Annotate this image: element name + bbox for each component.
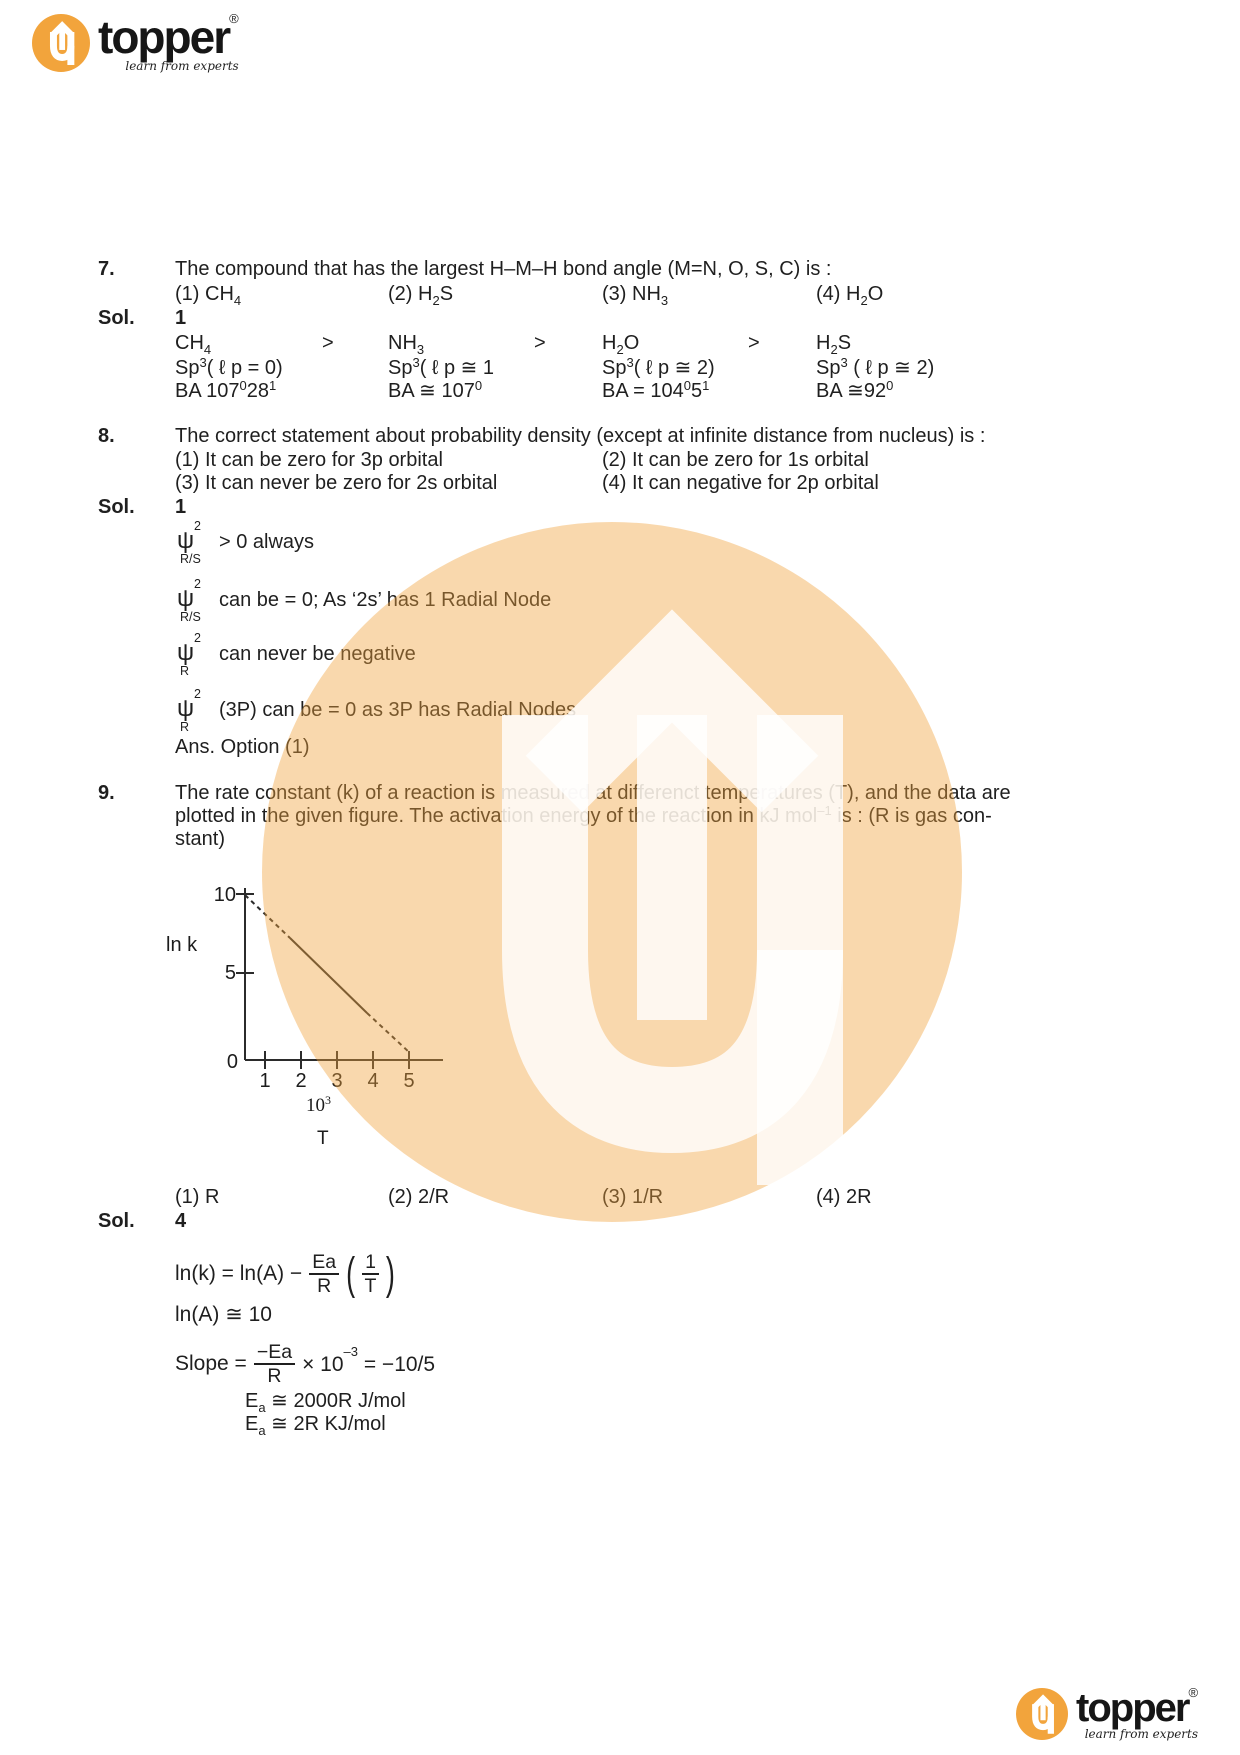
x-axis-label-denominator: T (317, 1128, 329, 1149)
q7-cmp-1: $CH_4$ (175, 332, 212, 357)
q7-hyb-4: Sp$^3$ ( ℓ p ≅ 2) (816, 355, 935, 379)
q8-option-2: (2) It can be zero for 1s orbital (602, 449, 869, 471)
q7-answer: 1 (175, 307, 187, 329)
x-tick-label-3: 3 (331, 1070, 343, 1092)
q7-cmp-4: $H_2S$ (816, 332, 852, 357)
q9-eq-Ea-joule: $E_a$ ≅ 2000R J/mol (245, 1390, 406, 1415)
q8-option-1: (1) It can be zero for 3p orbital (175, 449, 443, 471)
q8-psi-line-1 (175, 518, 314, 566)
origin-label: 0 (226, 1051, 238, 1073)
q8-option-4: (4) It can negative for 2p orbital (602, 472, 879, 494)
data-line-dashed-start (245, 895, 290, 938)
q7-option-2: (2) $H_2S$ (388, 283, 454, 308)
x-tick-label-2: 2 (295, 1070, 307, 1092)
close-paren: ) (385, 1248, 395, 1298)
q7-option-3: (3) $NH_3$ (602, 283, 669, 308)
q7-number: 7. (98, 258, 115, 280)
x-tick-label-4: 4 (367, 1070, 379, 1092)
y-tick-label-10: 10 (213, 884, 236, 906)
y-tick-label-5: 5 (224, 962, 236, 984)
registered-mark: ® (229, 11, 239, 26)
q9-number: 9. (98, 782, 115, 804)
brand-name: topper (98, 11, 230, 63)
gt-sign: > (748, 332, 760, 354)
psi-line-text: > 0 always (219, 530, 315, 553)
q8-answer: 1 (175, 496, 187, 518)
q8-psi-line-3 (175, 630, 416, 678)
open-paren: ( (346, 1248, 356, 1298)
brand-tagline: learn from experts (1084, 1727, 1199, 1741)
q9-answer: 4 (175, 1210, 187, 1232)
psi-line-text: can never be negative (219, 642, 416, 665)
q8-stem: The correct statement about probability density (except at infinite distance from nucleus) is : (175, 425, 986, 447)
q7-sol-label: Sol. (98, 307, 135, 329)
q7-hyb-3: Sp$^3$( ℓ p ≅ 2) (602, 355, 715, 379)
x-tick-label-1: 1 (259, 1070, 271, 1092)
data-line-solid (290, 938, 367, 1013)
q8-psi-line-2 (175, 576, 551, 624)
brand-tagline: learn from experts (125, 59, 239, 73)
q8-number: 8. (98, 425, 115, 447)
psi-squared-symbol: ψ 2 R (177, 631, 201, 678)
q7-hyb-1: Sp$^3$( ℓ p = 0) (175, 355, 283, 379)
x-tick-label-5: 5 (403, 1070, 415, 1092)
gt-sign: > (322, 332, 334, 354)
psi-squared-symbol: ψ 2 R/S (177, 519, 201, 566)
watermark-u-arrow-glyph (545, 666, 800, 1185)
psi-squared-symbol: ψ 2 R/S (177, 577, 201, 624)
q9-option-1: (1) R (175, 1186, 220, 1208)
eq3-fraction-negEa-R: $\frac{-Ea}{R}$ (254, 1341, 295, 1388)
utopper-logo-footer (1016, 1685, 1199, 1745)
data-line-dashed-end (367, 1013, 410, 1053)
eq3-mid: × $10^{-3} = -10/5$ (302, 1344, 436, 1376)
q9-option-3: (3) 1/R (602, 1186, 664, 1208)
q9-eq-Ea-kilojoule: $E_a$ ≅ 2R KJ/mol (245, 1413, 386, 1438)
q9-option-4: (4) 2R (816, 1186, 872, 1208)
q9-eq-slope (175, 1336, 435, 1392)
q8-answer-note: Ans. Option (1) (175, 736, 310, 758)
psi-line-text: can be = 0; As ‘2s’ has 1 Radial Node (219, 588, 552, 611)
gt-sign: > (534, 332, 546, 354)
q9-sol-label: Sol. (98, 1210, 135, 1232)
q9-option-2: (2) 2/R (388, 1186, 450, 1208)
eq3-lhs: Slope = (175, 1352, 247, 1375)
eq1-fraction-Ea-R: $\frac{Ea}{R}$ (309, 1251, 339, 1298)
q7-option-1: (1) $CH_4$ (175, 283, 242, 308)
psi-line-text: (3P) can be = 0 as 3P has Radial Nodes (219, 698, 577, 721)
registered-mark: ® (1188, 1685, 1199, 1700)
utopper-logo-icon (1016, 1688, 1068, 1745)
q7-option-4: (4) $H_2O$ (816, 283, 884, 308)
eq1-fraction-1-T: $\frac{1}{T}$ (362, 1251, 379, 1298)
q9-eq-lnA: ln(A) ≅ 10 (175, 1303, 272, 1326)
utopper-logo-icon (32, 14, 90, 77)
q7-cmp-3: $H_2O$ (602, 332, 640, 357)
brand-name: topper (1076, 1686, 1189, 1730)
x-axis-label-numerator: $10^3$ (306, 1093, 331, 1116)
q9-stem-line1: The rate constant (k) of a reaction is measured at differenct temperatures (T), and the data are (175, 782, 1011, 804)
q9-stem-line3: stant) (175, 828, 226, 850)
q7-ba-3: BA = $104^05^1$ (602, 378, 710, 402)
eq1-lhs: ln(k) = ln(A) − (175, 1262, 303, 1285)
q7-ba-2: BA ≅ $107^0$ (388, 378, 483, 402)
q7-ba-4: BA $≅92^0$ (816, 378, 894, 402)
q7-cmp-2: $NH_3$ (388, 332, 425, 357)
q8-option-3: (3) It can never be zero for 2s orbital (175, 472, 498, 494)
q9-stem-line2: plotted in the given figure. The activation energy of the reaction in kJ mol$^{-1}$ is : (R is gas con- (175, 803, 992, 827)
q9-eq-arrhenius (175, 1246, 395, 1302)
q7-ba-1: BA $107^028^1$ (175, 378, 277, 402)
psi-squared-symbol: ψ 2 R (177, 687, 201, 734)
y-axis-label: ln k (166, 934, 198, 956)
q7-stem: The compound that has the largest H–M–H bond angle (M=N, O, S, C) is : (175, 258, 832, 280)
q8-sol-label: Sol. (98, 496, 135, 518)
q7-hyb-2: Sp$^3$( ℓ p ≅ 1 (388, 355, 495, 379)
q8-psi-line-4 (175, 686, 576, 734)
utopper-logo-header (32, 11, 239, 77)
